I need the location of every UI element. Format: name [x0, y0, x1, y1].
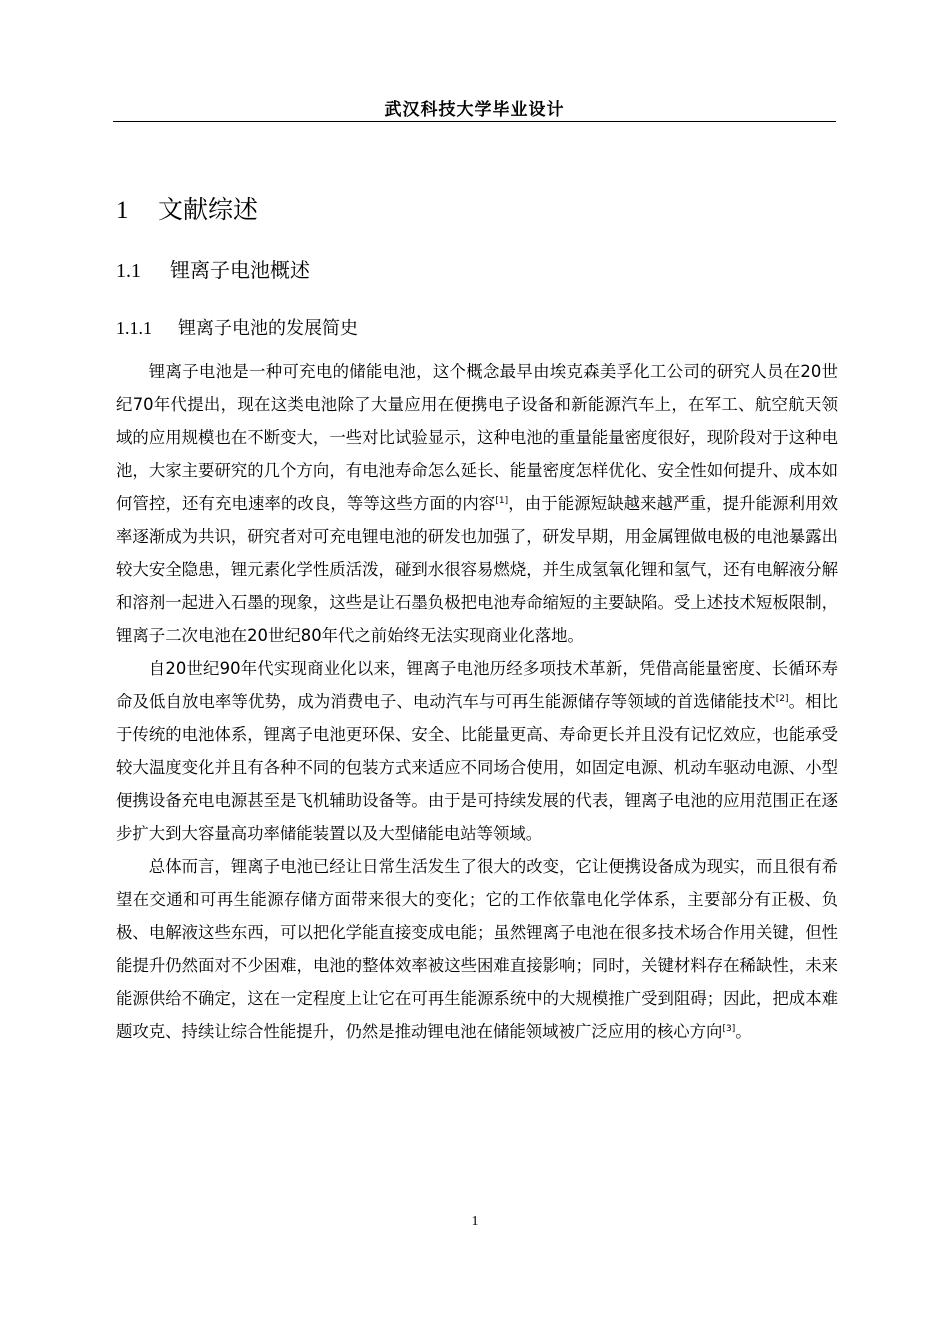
- page-header-title: 武汉科技大学毕业设计: [384, 100, 565, 120]
- chapter-number: 1: [116, 197, 129, 224]
- paragraph: [116, 355, 838, 652]
- paragraph: [116, 850, 838, 1048]
- header-divider: [113, 121, 836, 122]
- section-title: 锂离子电池概述: [170, 258, 310, 282]
- page-number: 1: [471, 1214, 479, 1229]
- paragraph-text: 总体而言，锂离子电池已经让日常生活发生了很大的改变，它让便携设备成为现实，而且很有希望在交通和可再生能源存储方面带来很大的变化；它的工作依靠电化学体系，主要部分有正极、负极、电解液这些东西，可以把化学能直接变成电能；虽然锂离子电池在很多技术场合作用关键，但性能提升仍然面对不少困难，电池的整体效率被这些困难直接影响；同时，关键材料存在稀缺性，未来能源供给不确定，这在一定程度上让它在可再生能源系统中的大规模推广受到阻碍；因此，把成本难题攻克、持续让综合性能提升，仍然是推动锂电池在储能领域被广泛应用的核心方向: [116, 857, 838, 1041]
- citation-ref: [3]: [722, 1024, 736, 1034]
- subsection-title: 锂离子电池的发展简史: [178, 318, 358, 339]
- body-text: [116, 355, 838, 1048]
- subsection-number: 1.1.1: [116, 318, 152, 338]
- citation-ref: [1]: [495, 496, 509, 506]
- chapter-title: 文献综述: [158, 195, 259, 224]
- paragraph-text: 自20世纪90年代实现商业化以来，锂离子电池历经多项技术革新，凭借高能量密度、长循环寿命及低自放电率等优势，成为消费电子、电动汽车与可再生能源储存等领域的首选储能技术: [116, 659, 838, 711]
- paragraph-text: ，由于能源短缺越来越严重，提升能源利用效率逐渐成为共识，研究者对可充电锂电池的研发也加强了，研发早期，用金属锂做电极的电池暴露出较大安全隐患，锂元素化学性质活泼，碰到水很容易燃烧，并生成氢氧化锂和氢气，还有电解液分解和溶剂一起进入石墨的现象，这些是让石墨负极把电池寿命缩短的主要缺陷。受上述技术短板限制，锂离子二次电池在20世纪80年代之前始终无法实现商业化落地。: [116, 494, 839, 645]
- paragraph-text: 。: [735, 1022, 752, 1041]
- paragraph-text: 锂离子电池是一种可充电的储能电池，这个概念最早由埃克森美孚化工公司的研究人员在20世纪70年代提出，现在这类电池除了大量应用在便携电子设备和新能源汽车上，在军工、航空航天领域的应用规模也在不断变大，一些对比试验显示，这种电池的重量能量密度很好，现阶段对于这种电池，大家主要研究的几个方向，有电池寿命怎么延长、能量密度怎样优化、安全性如何提升、成本如何管控，还有充电速率的改良，等等这些方面的内容: [116, 362, 838, 513]
- section-number: 1.1: [116, 260, 141, 282]
- chapter-heading: [116, 190, 258, 226]
- section-heading: [116, 254, 310, 283]
- paragraph: [116, 652, 838, 850]
- citation-ref: [2]: [775, 694, 789, 704]
- subsection-heading: [116, 314, 358, 340]
- paragraph-text: 。相比于传统的电池体系，锂离子电池更环保、安全、比能量更高、寿命更长并且没有记忆效应，也能承受较大温度变化并且有各种不同的包装方式来适应不同场合使用，如固定电源、机动车驱动电源、小型便携设备充电电源甚至是飞机辅助设备等。由于是可持续发展的代表，锂离子电池的应用范围正在逐步扩大到大容量高功率储能装置以及大型储能电站等领域。: [116, 692, 838, 843]
